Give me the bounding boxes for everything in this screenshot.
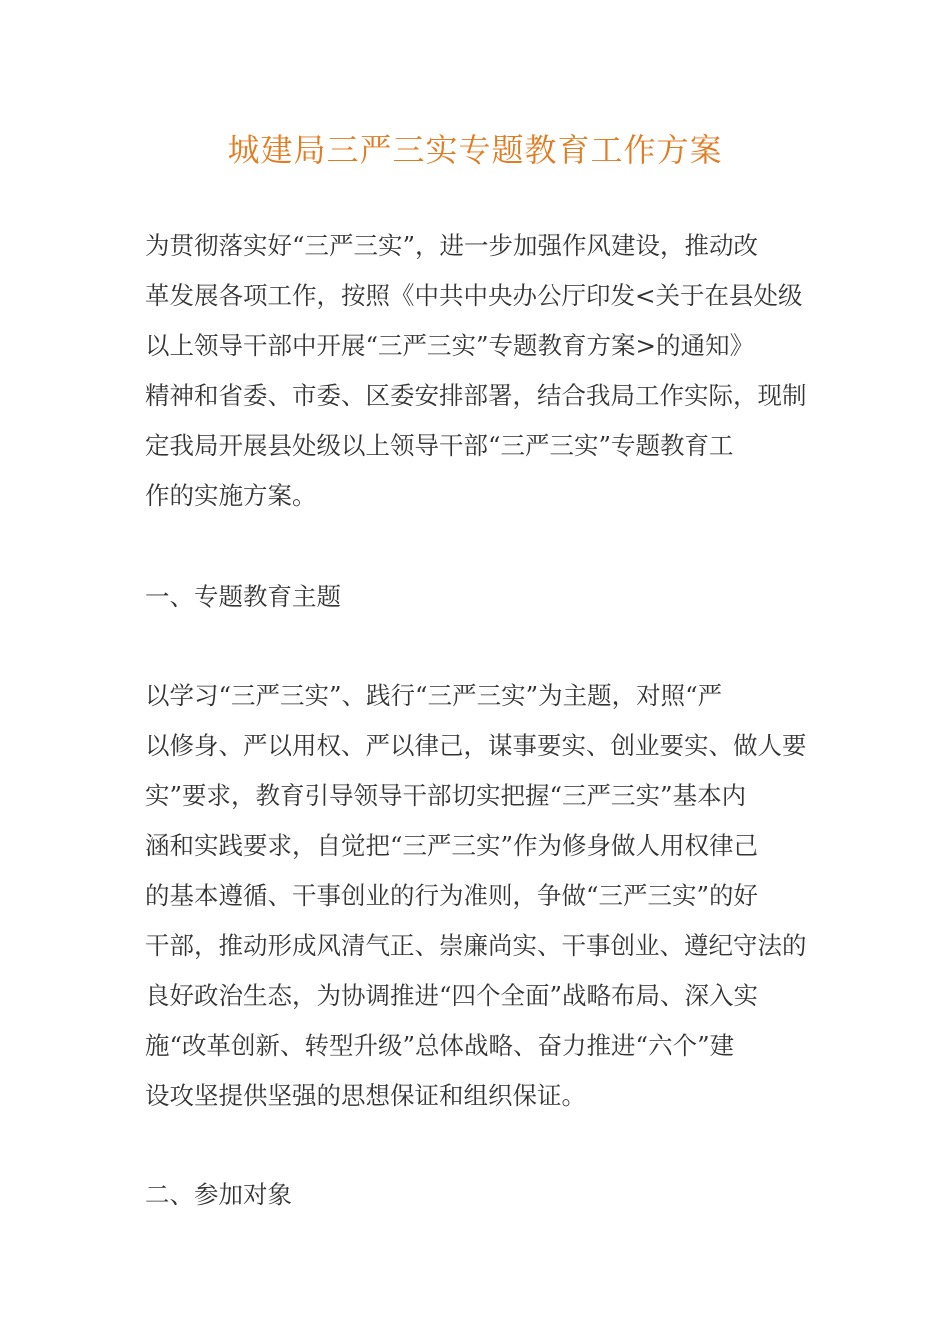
section1-line: 的基本遵循、干事创业的行为准则，争做“三严三实”的好: [145, 881, 759, 910]
intro-line: 精神和省委、市委、区委安排部署，结合我局工作实际，现制: [145, 381, 807, 410]
section1-line: 干部，推动形成风清气正、崇廉尚实、干事创业、遵纪守法的: [145, 931, 807, 960]
section1-line: 以学习“三严三实”、践行“三严三实”为主题，对照“严: [145, 681, 723, 710]
section1-line: 涵和实践要求，自觉把“三严三实”作为修身做人用权律己: [145, 831, 759, 860]
section1-paragraph: [145, 671, 807, 1121]
intro-paragraph: [145, 221, 807, 521]
section1-line: 施“改革创新、转型升级”总体战略、奋力推进“六个”建: [145, 1031, 735, 1060]
intro-line: 为贯彻落实好“三严三实”，进一步加强作风建设，推动改: [145, 231, 759, 260]
intro-line: 定我局开展县处级以上领导干部“三严三实”专题教育工: [145, 431, 734, 460]
document-title: 城建局三严三实专题教育工作方案: [227, 131, 723, 169]
intro-line: 作的实施方案。: [145, 481, 317, 510]
section1-line: 设攻坚提供坚强的思想保证和组织保证。: [145, 1081, 586, 1110]
section1-line: 良好政治生态，为协调推进“四个全面”战略布局、深入实: [145, 981, 759, 1010]
section1-line: 以修身、严以用权、严以律己，谋事要实、创业要实、做人要: [145, 731, 807, 760]
section2-heading: 二、参加对象: [145, 1180, 292, 1209]
intro-line: 革发展各项工作，按照《中共中央办公厅印发<关于在县处级: [145, 281, 803, 310]
section1-line: 实”要求，教育引导领导干部切实把握“三严三实”基本内: [145, 781, 747, 810]
section1-heading: 一、专题教育主题: [145, 582, 341, 611]
intro-line: 以上领导干部中开展“三严三实”专题教育方案>的通知》: [145, 331, 755, 360]
